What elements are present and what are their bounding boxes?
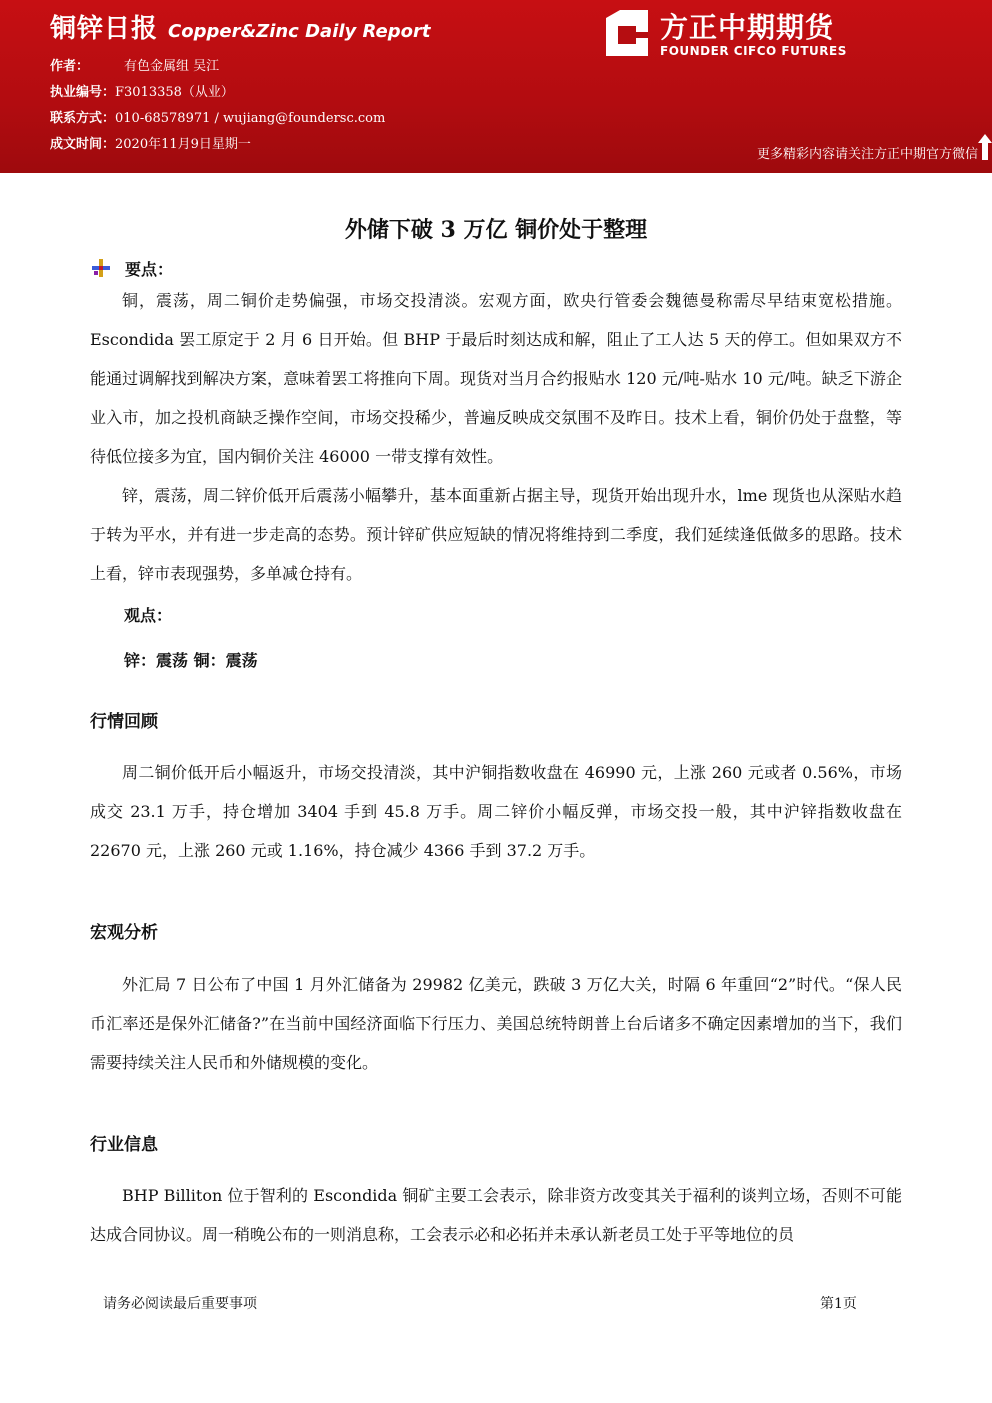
- meta-value: 2020年11月9日星期一: [115, 137, 251, 152]
- section-text-macro: 外汇局 7 日公布了中国 1 月外汇储备为 29982 亿美元，跌破 3 万亿大关，时隔 6 年重回“2”时代。“保人民币汇率还是保外汇储备?”在当前中国经济面临下行压力、美国总统特朗普上台后诸多不确定因素增加的当下，我们需要持续关注人民币和外储规模的变化。: [90, 975, 902, 1072]
- copper-summary: 铜，震荡，周二铜价走势偏强，市场交投清淡。宏观方面，欧央行管委会魏德曼称需尽早结束宽松措施。Escondida 罢工原定于 2 月 6 日开始。但 BHP 于最后时刻达成和解，阻止了工人达 5 天的停工。但如果双方不能通过调解找到解决方案，意味着罢工将推向下周。现货对当月合约报贴水 120 元/吨-贴水 10 元/吨。缺乏下游企业入市，加之投机商缺乏操作空间，市场交投稀少，普遍反映成交氛围不及昨日。技术上看，铜价仍处于盘整，等待低位接多为宜，国内铜价关注 46000 一带支撑有效性。: [90, 291, 902, 466]
- meta-author: [50, 54, 385, 80]
- report-title-cn: 铜锌日报: [50, 14, 159, 44]
- meta-value: 有色金属组 吴江: [124, 59, 220, 74]
- section-text-industry: BHP Billiton 位于智利的 Escondida 铜矿主要工会表示，除非资方改变其关于福利的谈判立场，否则不可能达成合同协议。周一稍晚公布的一则消息称，工会表示必和必拓并未承认新老员工处于平等地位的员: [90, 1186, 902, 1244]
- meta-label: 联系方式：: [50, 111, 116, 126]
- page-number: 第1页: [820, 1296, 857, 1312]
- meta-date: [50, 132, 385, 158]
- author-meta: [50, 54, 385, 158]
- meta-license: [50, 80, 385, 106]
- meta-label: 执业编号：: [50, 85, 116, 100]
- wechat-note[interactable]: 更多精彩内容请关注方正中期官方微信: [756, 147, 978, 162]
- meta-contact: [50, 106, 385, 132]
- meta-label: 成文时间：: [50, 137, 116, 152]
- logo-name-en: FOUNDER CIFCO FUTURES: [660, 44, 847, 58]
- zinc-summary: 锌，震荡，周二锌价低开后震荡小幅攀升，基本面重新占据主导，现货开始出现升水，lme 现货也从深贴水趋于转为平水，并有进一步走高的态势。预计锌矿供应短缺的情况将维持到二季度，我们延续逢低做多的思路。技术上看，锌市表现强势，多单减仓持有。: [90, 486, 902, 583]
- view-text: 锌：震荡 铜：震荡: [124, 651, 258, 670]
- meta-label: 作者：: [50, 59, 90, 74]
- view-label: 观点：: [124, 606, 173, 625]
- company-logo: [602, 6, 862, 62]
- article-title: 外储下破 3 万亿 铜价处于整理: [344, 217, 648, 243]
- up-arrow-icon: [978, 134, 992, 160]
- report-title: [50, 8, 430, 45]
- footer-notice: 请务必阅读最后重要事项: [103, 1296, 257, 1312]
- founder-logo-icon: [602, 8, 652, 58]
- bullet-cross-icon: [92, 259, 110, 277]
- section-heading-market-review: 行情回顾: [90, 712, 158, 732]
- section-heading-macro: 宏观分析: [90, 923, 158, 943]
- logo-name-cn: 方正中期期货: [660, 11, 835, 44]
- report-title-en: Copper&Zinc Daily Report: [168, 21, 431, 42]
- section-heading-industry: 行业信息: [90, 1135, 158, 1155]
- meta-value: 010-68578971 / wujiang@foundersc.com: [115, 111, 386, 126]
- report-header: [0, 0, 992, 173]
- meta-value: F3013358（从业）: [115, 85, 234, 100]
- key-points-label: 要点：: [125, 260, 174, 279]
- section-text-market-review: 周二铜价低开后小幅返升，市场交投清淡，其中沪铜指数收盘在 46990 元，上涨 260 元或者 0.56%，市场成交 23.1 万手，持仓增加 3404 手到 45.8 万手。周二锌价小幅反弹，市场交投一般，其中沪锌指数收盘在 22670 元，上涨 260 元或 1.16%，持仓减少 4366 手到 37.2 万手。: [90, 763, 902, 860]
